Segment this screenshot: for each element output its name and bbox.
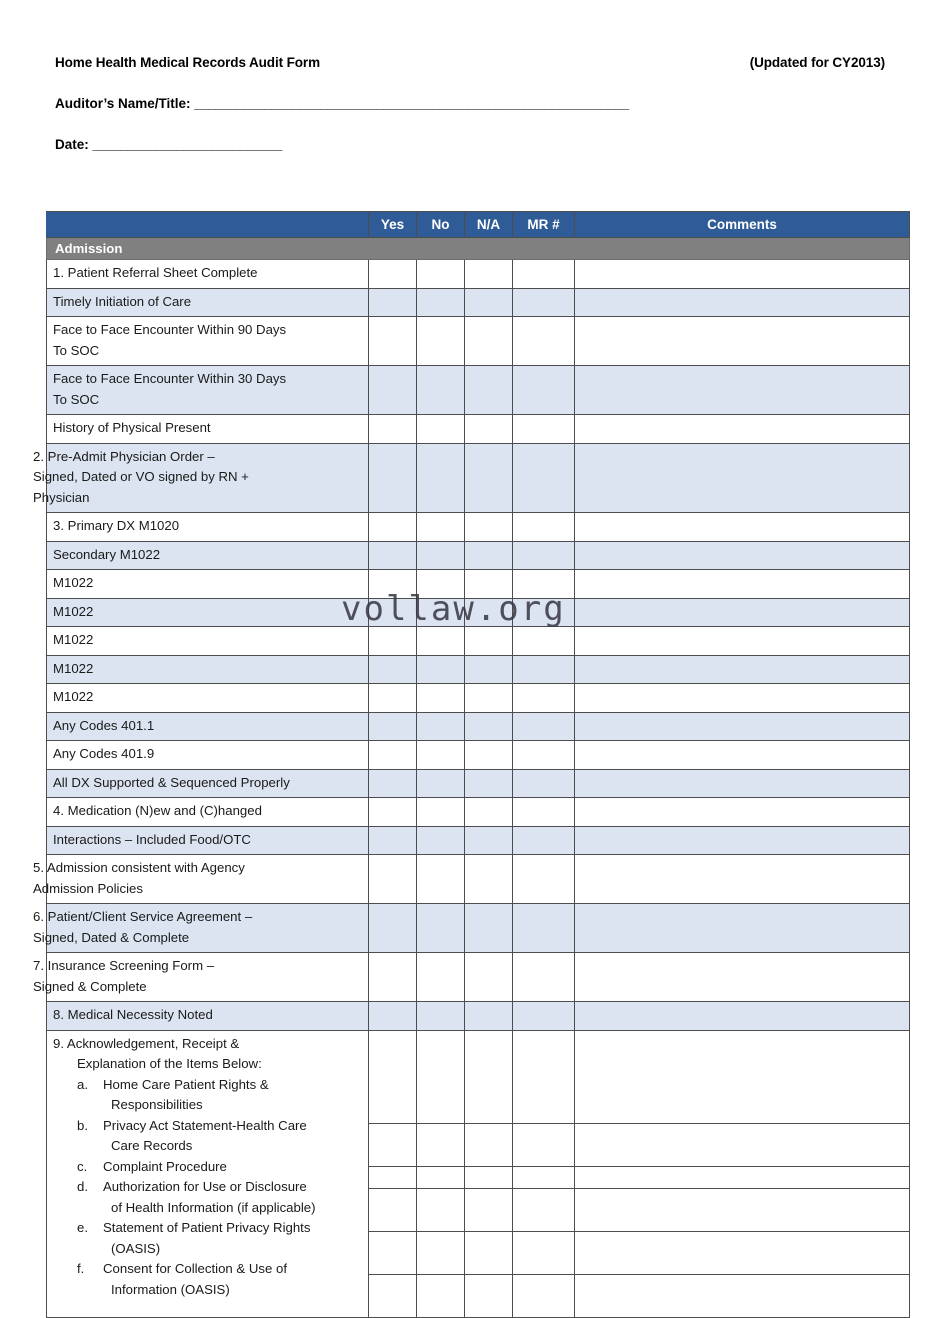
page-title: Home Health Medical Records Audit Form — [55, 55, 320, 70]
cell-yes[interactable] — [369, 366, 417, 415]
row-item-label — [47, 598, 369, 627]
cell-comments[interactable] — [575, 598, 910, 627]
cell-na[interactable] — [465, 1231, 513, 1274]
cell-no[interactable] — [417, 1030, 465, 1123]
cell-mr[interactable] — [513, 1188, 575, 1231]
cell-no[interactable] — [417, 769, 465, 798]
table-row — [47, 443, 910, 513]
row-item-label — [33, 953, 369, 1002]
cell-no[interactable] — [417, 684, 465, 713]
cell-yes[interactable] — [369, 541, 417, 570]
cell-na[interactable] — [465, 598, 513, 627]
cell-comments[interactable] — [575, 684, 910, 713]
cell-na[interactable] — [465, 366, 513, 415]
cell-mr[interactable] — [513, 1002, 575, 1031]
cell-mr[interactable] — [513, 541, 575, 570]
cell-mr[interactable] — [513, 1123, 575, 1166]
cell-no[interactable] — [417, 655, 465, 684]
cell-comments[interactable] — [575, 826, 910, 855]
table-row — [47, 798, 910, 827]
row-item-label — [47, 541, 369, 570]
item9-subitem-text: Authorization for Use or Disclosure — [103, 1179, 307, 1194]
table-row — [47, 769, 910, 798]
cell-yes[interactable] — [369, 769, 417, 798]
cell-comments[interactable] — [575, 570, 910, 599]
cell-comments[interactable] — [575, 904, 910, 953]
row-item-label — [47, 655, 369, 684]
item9-subitem-letter: b. — [77, 1117, 88, 1133]
item9-subitem-text: Statement of Patient Privacy Rights — [103, 1220, 311, 1235]
cell-mr[interactable] — [513, 769, 575, 798]
cell-na[interactable] — [465, 953, 513, 1002]
cell-yes[interactable] — [369, 598, 417, 627]
cell-yes[interactable] — [369, 904, 417, 953]
row-item-label — [33, 443, 369, 513]
title-row — [55, 55, 885, 70]
cell-no[interactable] — [417, 1002, 465, 1031]
cell-no[interactable] — [417, 443, 465, 513]
cell-yes[interactable] — [369, 953, 417, 1002]
cell-no[interactable] — [417, 741, 465, 770]
row-item-line: 2. Pre-Admit Physician Order – — [33, 448, 215, 464]
cell-na[interactable] — [465, 288, 513, 317]
cell-comments[interactable] — [575, 1030, 910, 1123]
cell-yes[interactable] — [369, 443, 417, 513]
row-item-label — [47, 826, 369, 855]
cell-no[interactable] — [417, 1123, 465, 1166]
cell-comments[interactable] — [575, 1166, 910, 1188]
row-item-line: Face to Face Encounter Within 90 Days — [53, 322, 287, 337]
cell-comments[interactable] — [575, 855, 910, 904]
cell-mr[interactable] — [513, 1231, 575, 1274]
cell-no[interactable] — [417, 712, 465, 741]
document-header — [55, 55, 885, 152]
table-row — [47, 904, 910, 953]
cell-comments[interactable] — [575, 1231, 910, 1274]
item9-subitem-line: of Health Information (if applicable) — [111, 1199, 316, 1215]
cell-na[interactable] — [465, 1188, 513, 1231]
cell-no[interactable] — [417, 570, 465, 599]
cell-yes[interactable] — [369, 513, 417, 542]
item9-subitem-letter: a. — [77, 1076, 88, 1092]
row-item-line: 5. Admission consistent with Agency — [33, 860, 245, 875]
row-item-line: 8. Medical Necessity Noted — [53, 1007, 213, 1022]
table-row-item9 — [47, 1030, 910, 1123]
row-item-line: Admission Policies — [33, 880, 143, 896]
cell-mr[interactable] — [513, 415, 575, 444]
row-item-line: 6. Patient/Client Service Agreement – — [33, 909, 253, 924]
cell-comments[interactable] — [575, 953, 910, 1002]
auditor-input-rule[interactable]: ______________________________________________________________ — [194, 96, 629, 111]
cell-na[interactable] — [465, 855, 513, 904]
cell-comments[interactable] — [575, 541, 910, 570]
cell-mr[interactable] — [513, 904, 575, 953]
cell-no[interactable] — [417, 826, 465, 855]
cell-no[interactable] — [417, 366, 465, 415]
section-band-admission — [47, 238, 910, 260]
row-item-line: M1022 — [53, 603, 94, 619]
item9-subitem-letter: e. — [77, 1220, 88, 1235]
cell-yes[interactable] — [369, 627, 417, 656]
row-item-label — [47, 741, 369, 770]
cell-mr[interactable] — [513, 1030, 575, 1123]
cell-mr[interactable] — [513, 598, 575, 627]
cell-na[interactable] — [465, 541, 513, 570]
cell-comments[interactable] — [575, 798, 910, 827]
row-item-label — [47, 513, 369, 542]
column-header-comments: Comments — [575, 212, 910, 238]
cell-na[interactable] — [465, 570, 513, 599]
row-item-label — [47, 317, 369, 366]
cell-no[interactable] — [417, 627, 465, 656]
cell-comments[interactable] — [575, 1002, 910, 1031]
row-item-line: Interactions – Included Food/OTC — [53, 831, 251, 847]
column-header-item — [47, 212, 369, 238]
cell-yes[interactable] — [369, 826, 417, 855]
cell-na[interactable] — [465, 627, 513, 656]
column-header-na: N/A — [465, 212, 513, 238]
table-row — [47, 570, 910, 599]
row-item-line: Secondary M1022 — [53, 546, 161, 562]
cell-yes[interactable] — [369, 655, 417, 684]
cell-comments[interactable] — [575, 288, 910, 317]
table-row — [47, 541, 910, 570]
cell-no[interactable] — [417, 1274, 465, 1317]
cell-mr[interactable] — [513, 655, 575, 684]
cell-yes[interactable] — [369, 1030, 417, 1123]
cell-mr[interactable] — [513, 712, 575, 741]
cell-comments[interactable] — [575, 513, 910, 542]
table-header — [47, 212, 910, 238]
cell-comments[interactable] — [575, 1188, 910, 1231]
cell-no[interactable] — [417, 953, 465, 1002]
cell-na[interactable] — [465, 741, 513, 770]
cell-comments[interactable] — [575, 366, 910, 415]
cell-comments[interactable] — [575, 1274, 910, 1317]
table-row — [47, 712, 910, 741]
row-item-label — [33, 855, 369, 904]
table-row — [47, 366, 910, 415]
table-row — [47, 855, 910, 904]
cell-comments[interactable] — [575, 741, 910, 770]
item9-subitem-line — [53, 1259, 364, 1280]
cell-na[interactable] — [465, 1274, 513, 1317]
cell-yes[interactable] — [369, 855, 417, 904]
cell-no[interactable] — [417, 260, 465, 289]
cell-mr[interactable] — [513, 627, 575, 656]
row-item-line: Any Codes 401.9 — [53, 746, 155, 761]
cell-yes[interactable] — [369, 570, 417, 599]
cell-mr[interactable] — [513, 798, 575, 827]
row-item-label — [47, 288, 369, 317]
cell-na[interactable] — [465, 769, 513, 798]
cell-mr[interactable] — [513, 953, 575, 1002]
row-item-line: Physician — [33, 489, 90, 505]
row-item-label — [47, 570, 369, 599]
cell-na[interactable] — [465, 1002, 513, 1031]
cell-no[interactable] — [417, 415, 465, 444]
cell-yes[interactable] — [369, 798, 417, 827]
item9-subitem-line: Care Records — [111, 1138, 193, 1153]
cell-na[interactable] — [465, 712, 513, 741]
cell-yes[interactable] — [369, 1231, 417, 1274]
cell-no[interactable] — [417, 598, 465, 627]
item9-subitem-line — [53, 1116, 364, 1137]
row-item-line: All DX Supported & Sequenced Properly — [53, 774, 290, 790]
row-item-label — [47, 260, 369, 289]
row-item-line: Any Codes 401.1 — [53, 717, 155, 733]
cell-mr[interactable] — [513, 741, 575, 770]
cell-na[interactable] — [465, 443, 513, 513]
row-item-line: M1022 — [53, 632, 94, 647]
table-row — [47, 741, 910, 770]
cell-mr[interactable] — [513, 684, 575, 713]
item9-subitem-line — [53, 1075, 364, 1096]
cell-mr[interactable] — [513, 443, 575, 513]
watermark: vollaw.org — [341, 589, 566, 629]
item9-subitem-letter: f. — [77, 1261, 85, 1276]
cell-no[interactable] — [417, 798, 465, 827]
cell-comments[interactable] — [575, 415, 910, 444]
cell-na[interactable] — [465, 655, 513, 684]
date-input-rule[interactable]: ___________________________ — [92, 137, 282, 152]
row-item-label — [47, 627, 369, 656]
item9-subitem-line — [53, 1218, 364, 1239]
item9-subitem-text: Privacy Act Statement-Health Care — [103, 1117, 307, 1133]
column-header-mr: MR # — [513, 212, 575, 238]
table-row — [47, 288, 910, 317]
item9-subitem-line — [53, 1177, 364, 1198]
item9-label — [47, 1030, 369, 1317]
cell-mr[interactable] — [513, 260, 575, 289]
cell-mr[interactable] — [513, 1274, 575, 1317]
row-item-line: History of Physical Present — [53, 420, 211, 435]
cell-mr[interactable] — [513, 855, 575, 904]
row-item-line: Signed, Dated & Complete — [33, 929, 190, 945]
audit-table — [33, 211, 910, 1318]
row-item-label — [47, 798, 369, 827]
table-row — [47, 598, 910, 627]
cell-na[interactable] — [465, 904, 513, 953]
date-field — [55, 137, 885, 152]
row-item-label — [47, 684, 369, 713]
cell-na[interactable] — [465, 798, 513, 827]
cell-mr[interactable] — [513, 570, 575, 599]
cell-yes[interactable] — [369, 415, 417, 444]
cell-na[interactable] — [465, 684, 513, 713]
item9-subitem-line — [53, 1157, 364, 1178]
auditor-label: Auditor’s Name/Title: — [55, 96, 191, 111]
item9-subitem-line: (OASIS) — [111, 1240, 161, 1256]
column-header-no: No — [417, 212, 465, 238]
row-item-line: Face to Face Encounter Within 30 Days — [53, 371, 287, 386]
cell-no[interactable] — [417, 855, 465, 904]
row-item-line: 3. Primary DX M1020 — [53, 518, 180, 533]
cell-mr[interactable] — [513, 513, 575, 542]
table-row — [47, 415, 910, 444]
item9-subitem-text: Consent for Collection & Use of — [103, 1261, 287, 1276]
cell-mr[interactable] — [513, 1166, 575, 1188]
table-body — [33, 238, 910, 1318]
cell-comments[interactable] — [575, 712, 910, 741]
cell-no[interactable] — [417, 288, 465, 317]
auditor-field — [55, 96, 885, 111]
row-item-label — [47, 769, 369, 798]
cell-na[interactable] — [465, 1030, 513, 1123]
item9-subitem-letter: d. — [77, 1179, 88, 1194]
item9-subitem-line: Information (OASIS) — [111, 1281, 230, 1297]
cell-na[interactable] — [465, 415, 513, 444]
table-row — [47, 627, 910, 656]
section-band-label: Admission — [47, 238, 910, 260]
table-row — [47, 260, 910, 289]
table-row — [47, 953, 910, 1002]
cell-yes[interactable] — [369, 1274, 417, 1317]
cell-comments[interactable] — [575, 1123, 910, 1166]
cell-no[interactable] — [417, 1231, 465, 1274]
cell-yes[interactable] — [369, 1123, 417, 1166]
cell-comments[interactable] — [575, 627, 910, 656]
cell-yes[interactable] — [369, 317, 417, 366]
cell-yes[interactable] — [369, 712, 417, 741]
row-item-label — [47, 712, 369, 741]
cell-yes[interactable] — [369, 260, 417, 289]
row-item-line: To SOC — [53, 391, 100, 407]
row-item-label — [47, 1002, 369, 1031]
cell-na[interactable] — [465, 317, 513, 366]
cell-no[interactable] — [417, 904, 465, 953]
cell-no[interactable] — [417, 1166, 465, 1188]
row-item-line: Signed, Dated or VO signed by RN + — [33, 469, 249, 484]
column-header-yes: Yes — [369, 212, 417, 238]
table-row — [47, 1002, 910, 1031]
item9-subitem-line: Responsibilities — [111, 1097, 203, 1112]
cell-yes[interactable] — [369, 684, 417, 713]
cell-yes[interactable] — [369, 1188, 417, 1231]
cell-no[interactable] — [417, 541, 465, 570]
cell-mr[interactable] — [513, 826, 575, 855]
item9-heading-line: Explanation of the Items Below: — [77, 1056, 262, 1071]
row-item-line: Timely Initiation of Care — [53, 293, 192, 309]
item9-heading-line: 9. Acknowledgement, Receipt & — [53, 1035, 240, 1051]
cell-yes[interactable] — [369, 741, 417, 770]
item9-subitem-text: Home Care Patient Rights & — [103, 1076, 269, 1092]
cell-mr[interactable] — [513, 288, 575, 317]
cell-comments[interactable] — [575, 655, 910, 684]
cell-na[interactable] — [465, 1123, 513, 1166]
cell-no[interactable] — [417, 1188, 465, 1231]
row-item-label — [47, 415, 369, 444]
updated-note: (Updated for CY2013) — [749, 55, 885, 70]
row-item-label — [33, 904, 369, 953]
row-item-line: Signed & Complete — [33, 978, 147, 994]
cell-na[interactable] — [465, 513, 513, 542]
table-row — [47, 655, 910, 684]
cell-yes[interactable] — [369, 288, 417, 317]
header-row — [47, 212, 910, 238]
cell-na[interactable] — [465, 1166, 513, 1188]
table-row — [47, 826, 910, 855]
row-item-line: M1022 — [53, 660, 94, 676]
row-item-line: 4. Medication (N)ew and (C)hanged — [53, 803, 262, 818]
cell-no[interactable] — [417, 317, 465, 366]
cell-comments[interactable] — [575, 260, 910, 289]
cell-yes[interactable] — [369, 1002, 417, 1031]
table-row — [47, 684, 910, 713]
table-row — [47, 513, 910, 542]
cell-yes[interactable] — [369, 1166, 417, 1188]
cell-comments[interactable] — [575, 769, 910, 798]
cell-comments[interactable] — [575, 317, 910, 366]
date-label: Date: — [55, 137, 89, 152]
item9-subitem-text: Complaint Procedure — [103, 1158, 227, 1174]
cell-na[interactable] — [465, 826, 513, 855]
row-item-line: M1022 — [53, 575, 94, 590]
cell-no[interactable] — [417, 513, 465, 542]
row-item-line: 7. Insurance Screening Form – — [33, 958, 215, 973]
row-item-label — [47, 366, 369, 415]
row-item-line: M1022 — [53, 689, 94, 704]
item9-subitem-letter: c. — [77, 1158, 88, 1174]
cell-mr[interactable] — [513, 366, 575, 415]
row-item-line: 1. Patient Referral Sheet Complete — [53, 265, 258, 280]
cell-mr[interactable] — [513, 317, 575, 366]
row-item-line: To SOC — [53, 342, 100, 358]
cell-comments[interactable] — [575, 443, 910, 513]
cell-na[interactable] — [465, 260, 513, 289]
table-row — [47, 317, 910, 366]
